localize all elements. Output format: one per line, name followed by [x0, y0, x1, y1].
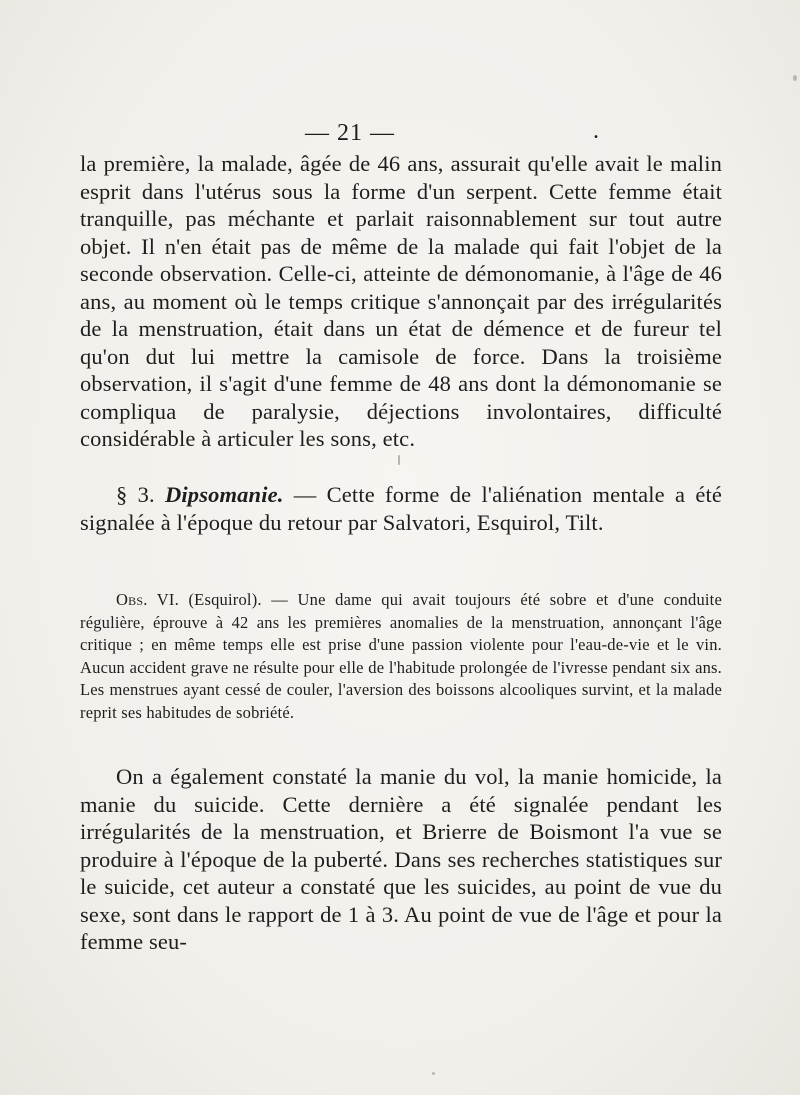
- section-dipsomania: [80, 481, 722, 536]
- section-title: Dipsomanie.: [165, 482, 284, 507]
- page-mark: .: [593, 118, 599, 144]
- paper-speck: [398, 455, 400, 465]
- paper-speck: [793, 75, 797, 81]
- section-body: — Cette forme de l'aliénation mentale a été signalée à l'époque du retour par Salvatori, Esquirol, Tilt.: [80, 482, 722, 535]
- observation-body: (Esquirol). — Une dame qui avait toujours été sobre et d'une conduite régulière, éprouve à 42 ans les premières anomalies de la menstruation, annonçant l'âge critique ; en même temps elle est prise d'une passion violente pour l'eau-de-vie et le vin. Aucun accident grave ne résulte pour elle de l'habitude prolongée de l'ivresse pendant six ans. Les menstrues ayant cessé de couler, l'aversion des boissons alcooliques survint, et la malade reprit ses habitudes de sobriété.: [80, 590, 722, 722]
- observation-label: Obs. VI.: [116, 590, 179, 609]
- page-number-text: — 21 —: [305, 120, 395, 146]
- paragraph-demonomania: la première, la malade, âgée de 46 ans, assurait qu'elle avait le malin esprit dans l'utérus sous la forme d'un serpent. Cette femme était tranquille, pas méchante et parlait raisonnablement sur tout autre objet. Il n'en était pas de même de la malade qui fait l'objet de la seconde observation. Celle-ci, atteinte de démonomanie, à l'âge de 46 ans, au moment où le temps critique s'annonçait par des irrégularités de la menstruation, était dans un état de démence et de fureur tel qu'on dut lui mettre la camisole de force. Dans la troisième observation, il s'agit d'une femme de 48 ans dont la démonomanie se compliqua de paralysie, déjections involontaires, difficulté considérable à articuler les sons, etc.: [80, 151, 722, 451]
- observation-vi: [80, 589, 722, 725]
- paragraph-manias: On a également constaté la manie du vol, la manie homicide, la manie du suicide. Cette dernière a été signalée pendant les irrégularités de la menstruation, et Brierre de Boismont l'a vue se produire à l'époque de la puberté. Dans ses recherches statistiques sur le suicide, cet auteur a constaté que les suicides, au point de vue du sexe, sont dans le rapport de 1 à 3. Au point de vue de l'âge et pour la femme seu-: [80, 764, 722, 954]
- section-number: § 3.: [116, 482, 155, 507]
- paper-speck: [432, 1072, 435, 1075]
